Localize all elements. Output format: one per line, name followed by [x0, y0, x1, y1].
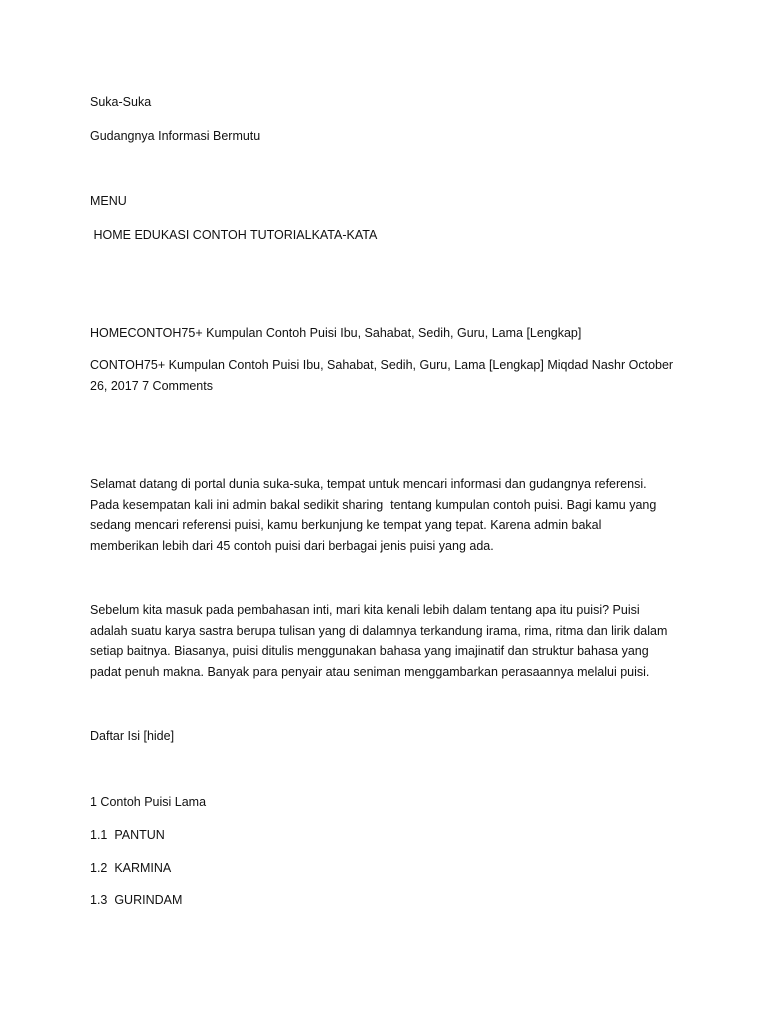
- toc-item-1-2[interactable]: 1.2 KARMINA: [90, 861, 172, 875]
- site-name[interactable]: Suka-Suka: [90, 95, 152, 109]
- menu-items[interactable]: HOME EDUKASI CONTOH TUTORIALKATA-KATA: [90, 228, 378, 242]
- post-meta-line-1: CONTOH75+ Kumpulan Contoh Puisi Ibu, Sahabat, Sedih, Guru, Lama [Lengkap] Miqdad Nashr October: [90, 358, 674, 372]
- toc-title[interactable]: Daftar Isi [hide]: [90, 729, 175, 743]
- toc-item-1-3[interactable]: 1.3 GURINDAM: [90, 893, 183, 907]
- site-tagline: Gudangnya Informasi Bermutu: [90, 129, 261, 143]
- toc-item-1[interactable]: 1 Contoh Puisi Lama: [90, 795, 207, 809]
- intro-p2-line-1: Sebelum kita masuk pada pembahasan inti, mari kita kenali lebih dalam tentang apa itu puisi? Puisi: [90, 603, 640, 617]
- intro-p1-line-4: memberikan lebih dari 45 contoh puisi dari berbagai jenis puisi yang ada.: [90, 539, 494, 553]
- intro-p2-line-3: setiap baitnya. Biasanya, puisi ditulis menggunakan bahasa yang imajinatif dan struktur bahasa yang: [90, 644, 649, 658]
- menu-label[interactable]: MENU: [90, 194, 127, 208]
- intro-p1-line-3: sedang mencari referensi puisi, kamu berkunjung ke tempat yang tepat. Karena admin bakal: [90, 518, 602, 532]
- intro-p1-line-1: Selamat datang di portal dunia suka-suka, tempat untuk mencari informasi dan gudangnya referensi.: [90, 477, 647, 491]
- breadcrumb[interactable]: HOMECONTOH75+ Kumpulan Contoh Puisi Ibu, Sahabat, Sedih, Guru, Lama [Lengkap]: [90, 326, 582, 340]
- intro-p1-line-2: Pada kesempatan kali ini admin bakal sedikit sharing tentang kumpulan contoh puisi. Bagi kamu yang: [90, 498, 657, 512]
- post-meta-line-2: 26, 2017 7 Comments: [90, 379, 213, 393]
- intro-p2-line-2: adalah suatu karya sastra berupa tulisan yang di dalamnya terkandung irama, rima, ritma dan lirik dalam: [90, 624, 668, 638]
- toc-item-1-1[interactable]: 1.1 PANTUN: [90, 828, 165, 842]
- intro-p2-line-4: padat penuh makna. Banyak para penyair atau seniman menggambarkan perasaannya melalui puisi.: [90, 665, 650, 679]
